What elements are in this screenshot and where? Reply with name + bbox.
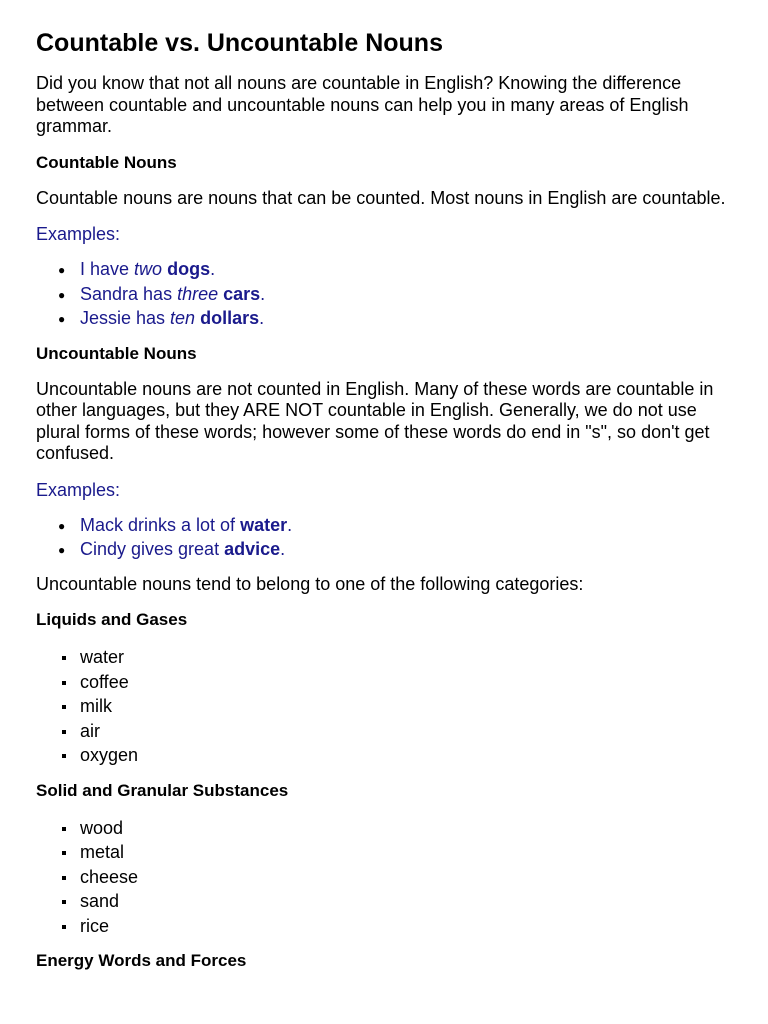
square-bullet-icon (62, 730, 66, 734)
square-bullet-icon (62, 827, 66, 831)
bullet-icon: ● (58, 287, 66, 302)
square-bullet-icon (62, 900, 66, 904)
bullet-icon: ● (58, 312, 66, 326)
uncountable-examples-label: Examples: (36, 479, 121, 500)
list-item: wood (80, 816, 732, 841)
list-item: ● Jessie has ten dollars. (80, 306, 732, 331)
countable-examples-label: Examples: (36, 224, 121, 244)
bullet-icon: ● (58, 518, 66, 533)
list-item: ● Sandra has three cars. (80, 282, 732, 307)
category-heading-liquids: Liquids and Gases (36, 610, 188, 629)
list-item: sand (80, 889, 732, 914)
list-item: air (80, 719, 732, 744)
list-item: rice (80, 914, 732, 939)
category-heading-energy: Energy Words and Forces (36, 951, 247, 970)
page-title: Countable vs. Uncountable Nouns (36, 29, 443, 57)
square-bullet-icon (62, 754, 66, 758)
list-item: ● Mack drinks a lot of water. (80, 513, 732, 538)
countable-paragraph: Countable nouns are nouns that can be counted. Most nouns in English are countable. (36, 187, 726, 208)
category-list-solids (36, 816, 732, 939)
list-item: ● I have two dogs. (80, 257, 732, 282)
square-bullet-icon (62, 925, 66, 929)
bullet-icon: ● (58, 543, 66, 557)
list-item: ● Cindy gives great advice. (80, 537, 732, 562)
square-bullet-icon (62, 681, 66, 685)
list-item: water (80, 645, 732, 670)
category-list-liquids (36, 645, 732, 768)
bullet-icon: ● (58, 263, 66, 277)
square-bullet-icon (62, 876, 66, 880)
countable-examples-list (36, 257, 732, 331)
category-heading-solids: Solid and Granular Substances (36, 780, 289, 800)
categories-intro: Uncountable nouns tend to belong to one of the following categories: (36, 573, 584, 594)
uncountable-examples-list (36, 513, 732, 562)
uncountable-paragraph: Uncountable nouns are not counted in English. Many of these words are countable in other languages, but they ARE NOT countable in English. Generally, we do not use plural forms of these words; however some of these words do end in "s", so don't get confused. (36, 378, 714, 463)
list-item: coffee (80, 670, 732, 695)
list-item: milk (80, 694, 732, 719)
square-bullet-icon (62, 851, 66, 855)
list-item: oxygen (80, 743, 732, 768)
list-item: cheese (80, 865, 732, 890)
intro-paragraph: Did you know that not all nouns are countable in English? Knowing the difference between countable and uncountable nouns can help you in many areas of English grammar. (36, 73, 689, 136)
countable-heading: Countable Nouns (36, 152, 177, 172)
uncountable-heading: Uncountable Nouns (36, 343, 197, 363)
square-bullet-icon (62, 656, 66, 660)
square-bullet-icon (62, 705, 66, 709)
list-item: metal (80, 840, 732, 865)
